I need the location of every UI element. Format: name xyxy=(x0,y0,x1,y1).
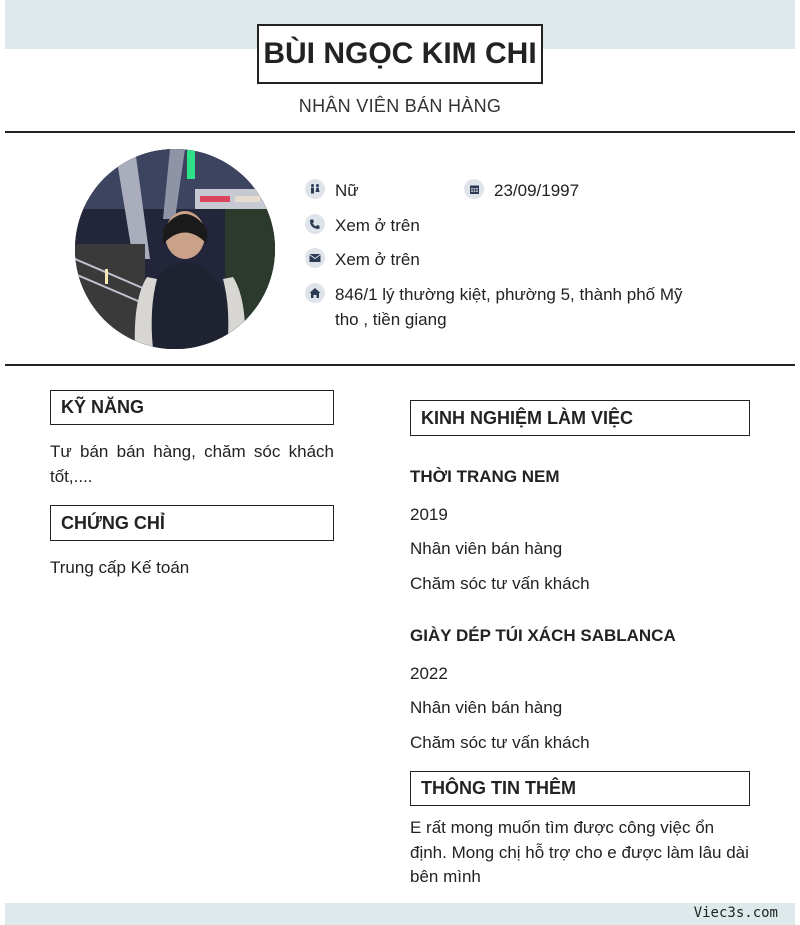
extra-info-heading: THÔNG TIN THÊM xyxy=(410,771,750,806)
avatar xyxy=(75,149,275,349)
candidate-name: BÙI NGỌC KIM CHI xyxy=(263,37,537,70)
job-description: Chăm sóc tư vấn khách xyxy=(410,733,590,752)
job-year: 2019 xyxy=(410,505,448,524)
gender-icon xyxy=(305,179,325,199)
phone-value: Xem ở trên xyxy=(335,216,420,235)
skills-text: Tư bán bán hàng, chăm sóc khách tốt,.... xyxy=(50,442,334,486)
job-company: GIÀY DÉP TÚI XÁCH SABLANCA xyxy=(410,626,676,645)
skills-heading: KỸ NĂNG xyxy=(50,390,334,425)
experience-heading: KINH NGHIỆM LÀM VIỆC xyxy=(410,400,750,436)
job-description: Chăm sóc tư vấn khách xyxy=(410,574,590,593)
gender-value: Nữ xyxy=(335,181,359,200)
job-year: 2022 xyxy=(410,664,448,683)
divider-middle xyxy=(5,364,795,366)
certificates-heading: CHỨNG CHỈ xyxy=(50,505,334,541)
email-value: Xem ở trên xyxy=(335,250,420,269)
job-position: Nhân viên bán hàng xyxy=(410,539,563,558)
mail-icon xyxy=(305,248,325,268)
home-icon xyxy=(305,283,325,303)
name-box xyxy=(257,24,543,84)
divider-top xyxy=(5,131,795,133)
job-company: THỜI TRANG NEM xyxy=(410,467,560,486)
watermark: Viec3s.com xyxy=(693,905,778,921)
job-position: Nhân viên bán hàng xyxy=(410,698,563,717)
job-title: NHÂN VIÊN BÁN HÀNG xyxy=(298,96,502,116)
address-value: 846/1 lý thường kiệt, phường 5, thành phố Mỹ tho , tiền giang xyxy=(335,285,683,329)
extra-info-text: E rất mong muốn tìm được công việc ổn định. Mong chị hỗ trợ cho e được làm lâu dài bên mình xyxy=(410,818,749,886)
footer-band xyxy=(5,903,795,925)
birthday-value: 23/09/1997 xyxy=(494,181,580,200)
certificates-text: Trung cấp Kế toán xyxy=(50,558,190,577)
phone-icon xyxy=(305,214,325,234)
calendar-icon xyxy=(464,179,484,199)
